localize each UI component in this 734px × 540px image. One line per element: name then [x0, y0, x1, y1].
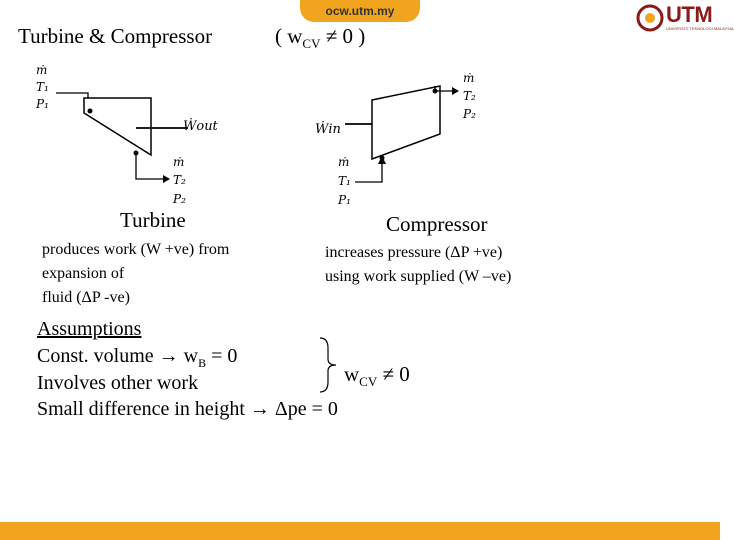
compressor-outlet-t: T₂	[463, 89, 476, 103]
assumption-1-rest: = 0	[206, 345, 238, 367]
logo-text: UTM	[666, 2, 713, 27]
compressor-desc-line: increases pressure (ΔP +ve)	[325, 244, 503, 261]
compressor-inlet-arrow	[378, 156, 386, 164]
turbine-description	[42, 238, 229, 310]
compressor-outlet-mdot: ṁ	[463, 71, 475, 85]
turbine-desc-line: expansion of	[42, 265, 125, 282]
crest-icon	[636, 4, 664, 32]
result-label	[344, 362, 410, 390]
footer-bar	[0, 522, 720, 540]
condition-rest: ≠ 0 )	[325, 24, 366, 48]
turbine-outlet-mdot: ṁ	[173, 155, 185, 169]
compressor-inlet-t: T₁	[338, 174, 351, 188]
compressor-heading: Compressor	[386, 212, 488, 236]
compressor-inlet-mdot: ṁ	[338, 155, 350, 169]
compressor-outlet-p: P₂	[463, 107, 476, 121]
turbine-outlet-p: P₂	[173, 192, 186, 206]
turbine-outlet-arrow	[163, 175, 170, 183]
turbine-inlet-line	[56, 93, 88, 106]
logo-subtext: UNIVERSITI TEKNOLOGI MALAYSIA	[666, 26, 734, 31]
compressor-work-label: Ẇin	[315, 122, 341, 137]
assumption-1-text: Const. volume → w	[37, 345, 199, 367]
turbine-body	[84, 98, 151, 155]
condition-sub: CV	[302, 36, 321, 52]
turbine-desc-line: produces work (W +ve) from	[42, 241, 230, 258]
site-tab	[300, 0, 420, 22]
turbine-heading: Turbine	[120, 208, 186, 232]
turbine-outlet-t: T₂	[173, 173, 186, 187]
compressor-desc-line: using work supplied (W –ve)	[325, 268, 512, 285]
compressor-inlet-p: P₁	[338, 193, 351, 207]
turbine-inlet-p: P₁	[36, 97, 49, 111]
assumption-other-work: Involves other work	[37, 372, 199, 394]
assumption-height: Small difference in height → Δpe = 0	[37, 398, 338, 420]
assumption-1-sub: B	[198, 356, 207, 370]
compressor-outlet-arrow	[452, 87, 459, 95]
result-sub: CV	[359, 374, 378, 390]
compressor-diagram	[305, 64, 495, 214]
page-title: Turbine & Compressor	[18, 24, 213, 48]
result-w: w	[344, 362, 360, 386]
turbine-diagram	[28, 58, 268, 210]
turbine-desc-line: fluid (ΔP -ve)	[42, 289, 130, 306]
turbine-inlet-t: T₁	[36, 80, 49, 94]
result-rest: ≠ 0	[377, 362, 410, 386]
assumption-const-volume	[37, 345, 237, 371]
turbine-inlet-dot	[88, 109, 93, 114]
turbine-work-label: Ẇout	[183, 119, 218, 134]
condition-w: ( w	[275, 24, 303, 48]
brace	[318, 336, 340, 394]
compressor-description	[325, 241, 511, 289]
turbine-inlet-mdot: ṁ	[36, 63, 48, 77]
compressor-inlet-line	[355, 158, 382, 182]
assumptions-heading: Assumptions	[37, 318, 142, 340]
compressor-body	[372, 86, 440, 159]
turbine-outlet-line	[136, 153, 163, 179]
site-label: ocw.utm.my	[325, 4, 395, 18]
utm-logo	[636, 2, 734, 34]
condition-label	[275, 24, 365, 52]
